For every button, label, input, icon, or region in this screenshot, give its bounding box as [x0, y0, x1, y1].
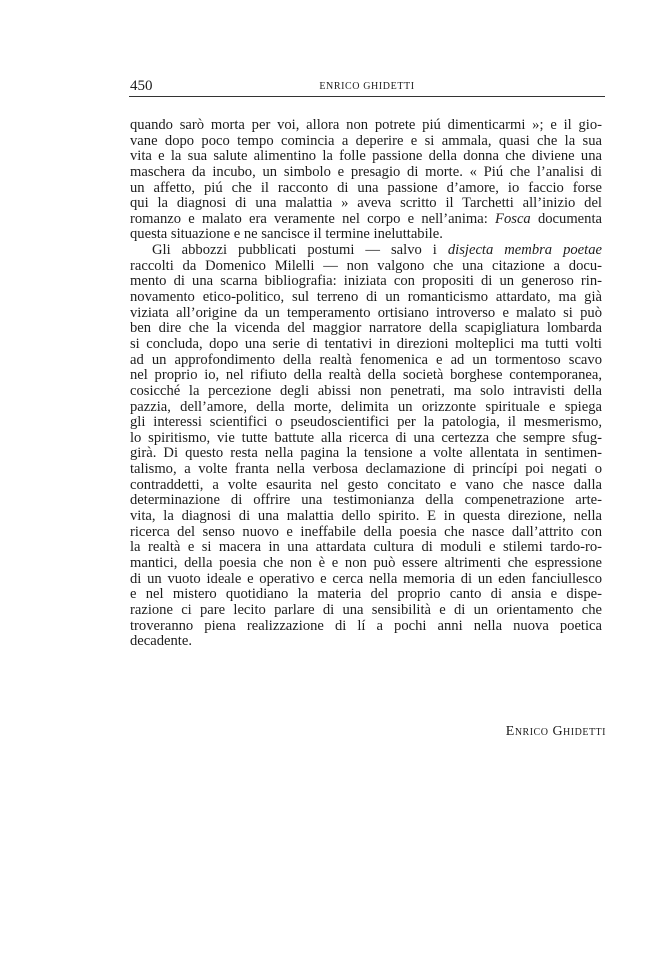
running-header: [129, 78, 605, 97]
text-line: lo spiritismo, vie tutte battute alla ricerca di una certezza che sempre sfug-: [130, 429, 602, 446]
text-line: raccolti da Domenico Milelli — non valgono che una citazione a docu-: [130, 257, 602, 274]
text-line: novamento etico-politico, sul terreno di un romanticismo attardato, ma già: [130, 289, 602, 306]
body-text: [130, 118, 602, 650]
italic-title: Fosca: [495, 210, 531, 227]
paragraph: [130, 243, 602, 650]
text-line: si concluda, dopo una serie di tentativi in direzioni molteplici ma tutti volti: [130, 335, 602, 352]
text-line: romanzo e malato era veramente nel corpo e nell’anima: Fosca documenta: [130, 210, 602, 227]
text-line: Gli abbozzi pubblicati postumi — salvo i disjecta membra poetae: [152, 242, 602, 259]
running-head-title: ENRICO GHIDETTI: [319, 81, 415, 92]
text-line: razione ci pare lecito parlare di una sensibilità e di un orientamento che: [130, 601, 602, 618]
text-line: determinazione di offrire una testimonianza della compenetrazione arte-: [130, 492, 602, 509]
text-line: nel proprio io, nel rifiuto della realtà della società borghese contemporanea,: [130, 367, 602, 384]
text-line: mantici, della poesia che non è e non può essere altrimenti che espressione: [130, 554, 602, 571]
text-line: pazzia, dell’amore, della morte, delimita un orizzonte spirituale e spiega: [130, 398, 602, 415]
text-line: gli interessi scientifici o pseudoscientifici per la patologia, il mesmerismo,: [130, 414, 602, 431]
text-line: questa situazione e ne sancisce il termine ineluttabile.: [130, 226, 443, 243]
text-line: contraddetti, a volte esaurita nel gesto concitato e vano che nasce dalla: [130, 476, 602, 493]
text-line: vita e la sua salute alimentino la folle passione della donna che diviene una: [130, 148, 602, 165]
text-line: qui la diagnosi di una malattia » aveva scritto il Tarchetti all’inizio del: [130, 195, 602, 212]
text-line: un affetto, piú che il racconto di una passione d’amore, io faccio forse: [130, 179, 602, 196]
text-line: troveranno piena realizzazione di lí a pochi anni nella nuova poetica: [130, 617, 602, 634]
text-line: maschera da incubo, un simbolo e presagio di morte. « Piú che l’analisi di: [130, 163, 602, 180]
italic-title: disjecta membra poetae: [447, 242, 602, 259]
author-signature: Enrico Ghidetti: [505, 724, 606, 739]
text-line: ricerca del senso nuovo e ineffabile della poesia che nasce dall’attrito con: [130, 523, 602, 540]
text-line: la realtà e si macera in una attardata cultura di moduli e stilemi tardo-ro-: [130, 539, 602, 556]
text-line: mento di una scarna bibliografia: iniziata con propositi di un generoso rin-: [130, 273, 602, 290]
text-line: e nel mistero quotidiano la materia del proprio canto di ansia e dispe-: [130, 586, 602, 603]
paragraph: [130, 118, 602, 243]
page-number: 450: [130, 78, 153, 94]
text-line: ad un approfondimento della realtà fenomenica e ad un tormentoso scavo: [130, 351, 602, 368]
text-line: decadente.: [130, 633, 192, 650]
text-line: cosicché la percezione degli abissi non penetrati, ma solo intravisti della: [130, 382, 602, 399]
text-line: viziata all’origine da un temperamento ortisiano introverso e malato si può: [130, 304, 602, 321]
text-line: ben dire che la vicenda del maggior narratore della scapigliatura lombarda: [130, 320, 602, 337]
text-line: girà. Di questo resta nella pagina la tensione a volte allentata in sentimen-: [130, 445, 602, 462]
text-line: talismo, a volte franta nella verbosa declamazione di princípi poi negati o: [130, 461, 602, 478]
text-line: vita, la diagnosi di una malattia dello spirito. E in questa direzione, nella: [130, 508, 602, 525]
text-line: vane dopo poco tempo comincia a deperire e si ammala, quasi che la sua: [130, 132, 602, 149]
text-line: quando sarò morta per voi, allora non potrete piú dimenticarmi »; e il gio-: [130, 117, 602, 133]
text-line: di un vuoto ideale e operativo e cerca nella memoria di un eden fanciullesco: [130, 570, 602, 587]
